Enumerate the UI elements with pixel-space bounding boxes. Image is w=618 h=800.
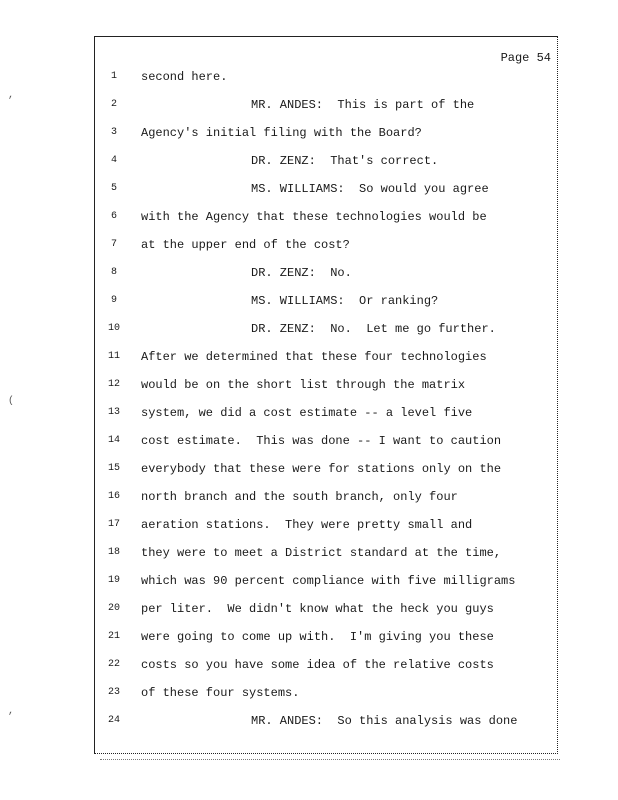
line-text: per liter. We didn't know what the heck you guys	[141, 602, 494, 616]
line-text: DR. ZENZ: No. Let me go further.	[251, 322, 496, 336]
line-number: 3	[110, 127, 117, 138]
transcript-line	[95, 487, 557, 507]
bottom-divider	[100, 759, 560, 760]
transcript-line	[95, 67, 557, 87]
line-number: 5	[110, 183, 117, 194]
transcript-page	[94, 36, 558, 754]
line-text: After we determined that these four technologies	[141, 350, 487, 364]
transcript-line	[95, 655, 557, 675]
line-number: 13	[107, 407, 120, 418]
line-number: 24	[107, 715, 120, 726]
line-text: DR. ZENZ: That's correct.	[251, 154, 439, 168]
line-number: 17	[107, 519, 120, 530]
transcript-line	[95, 543, 557, 563]
transcript-line	[95, 627, 557, 647]
line-text: second here.	[141, 70, 228, 84]
margin-mark-bottom: ,	[8, 706, 15, 717]
transcript-line	[95, 459, 557, 479]
line-text: of these four systems.	[141, 686, 300, 700]
line-text: costs so you have some idea of the relative costs	[141, 658, 494, 672]
line-number: 6	[110, 211, 117, 222]
transcript-line	[95, 291, 557, 311]
line-text: were going to come up with. I'm giving you these	[141, 630, 494, 644]
line-text: MS. WILLIAMS: Or ranking?	[251, 294, 439, 308]
line-number: 22	[107, 659, 120, 670]
line-text: everybody that these were for stations only on the	[141, 462, 502, 476]
line-number: 20	[107, 603, 120, 614]
transcript-line	[95, 571, 557, 591]
transcript-line	[95, 403, 557, 423]
line-text: MR. ANDES: This is part of the	[251, 98, 475, 112]
line-text: system, we did a cost estimate -- a level five	[141, 406, 473, 420]
transcript-line	[95, 683, 557, 703]
transcript-line	[95, 599, 557, 619]
line-number: 7	[110, 239, 117, 250]
line-number: 1	[110, 71, 117, 82]
transcript-line	[95, 711, 557, 731]
transcript-line	[95, 319, 557, 339]
transcript-line	[95, 515, 557, 535]
line-text: MR. ANDES: So this analysis was done	[251, 714, 518, 728]
line-number: 21	[107, 631, 120, 642]
line-text: would be on the short list through the matrix	[141, 378, 466, 392]
line-text: they were to meet a District standard at the time,	[141, 546, 502, 560]
transcript-line	[95, 431, 557, 451]
line-number: 9	[110, 295, 117, 306]
line-text: which was 90 percent compliance with five milligrams	[141, 574, 516, 588]
transcript-line	[95, 95, 557, 115]
transcript-line	[95, 235, 557, 255]
margin-mark-middle: (	[8, 396, 15, 407]
page-number: Page 54	[500, 51, 551, 65]
line-number: 4	[110, 155, 117, 166]
line-number: 18	[107, 547, 120, 558]
line-number: 2	[110, 99, 117, 110]
transcript-line	[95, 179, 557, 199]
line-number: 10	[107, 323, 120, 334]
line-number: 8	[110, 267, 117, 278]
line-text: Agency's initial filing with the Board?	[141, 126, 422, 140]
line-number: 12	[107, 379, 120, 390]
line-text: north branch and the south branch, only four	[141, 490, 458, 504]
line-number: 16	[107, 491, 120, 502]
line-number: 11	[107, 351, 120, 362]
line-text: at the upper end of the cost?	[141, 238, 350, 252]
line-text: MS. WILLIAMS: So would you agree	[251, 182, 489, 196]
transcript-line	[95, 151, 557, 171]
transcript-line	[95, 207, 557, 227]
transcript-line	[95, 347, 557, 367]
transcript-line	[95, 123, 557, 143]
line-number: 14	[107, 435, 120, 446]
transcript-line	[95, 263, 557, 283]
line-number: 23	[107, 687, 120, 698]
line-text: DR. ZENZ: No.	[251, 266, 352, 280]
line-text: aeration stations. They were pretty small and	[141, 518, 473, 532]
line-text: with the Agency that these technologies would be	[141, 210, 487, 224]
line-number: 19	[107, 575, 120, 586]
line-number: 15	[107, 463, 120, 474]
margin-mark-top: ,	[8, 90, 15, 101]
transcript-line	[95, 375, 557, 395]
line-text: cost estimate. This was done -- I want to caution	[141, 434, 502, 448]
